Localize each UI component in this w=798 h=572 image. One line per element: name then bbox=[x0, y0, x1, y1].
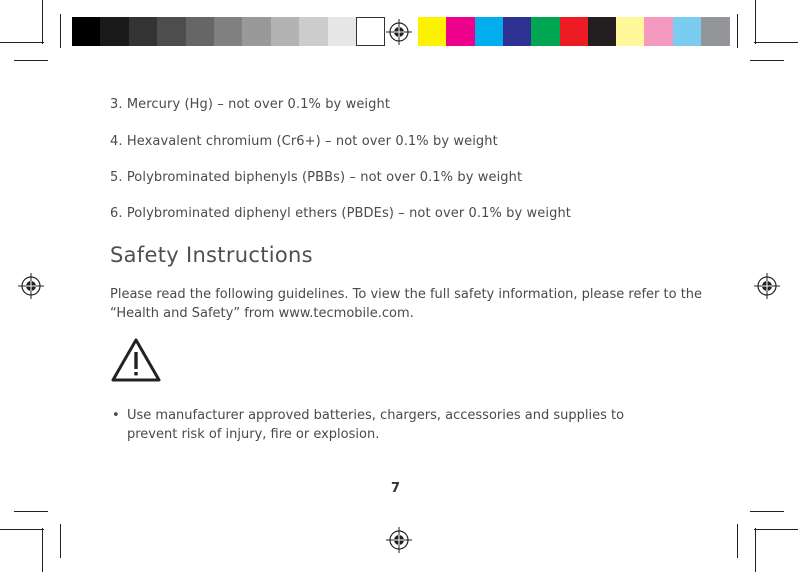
color-swatch bbox=[531, 17, 560, 46]
gray-swatch bbox=[72, 17, 101, 46]
gray-swatch bbox=[157, 17, 186, 46]
gray-swatch bbox=[186, 17, 215, 46]
bullet-text: Use manufacturer approved batteries, chargers, accessories and supplies to prevent risk of injury, fire or explosion. bbox=[127, 408, 625, 442]
section-heading: Safety Instructions bbox=[110, 243, 313, 267]
gray-swatch bbox=[129, 17, 158, 46]
restriction-item: 3. Mercury (Hg) – not over 0.1% by weight bbox=[110, 97, 391, 112]
color-swatch bbox=[475, 17, 504, 46]
gray-swatch bbox=[100, 17, 129, 46]
registration-mark-icon bbox=[386, 19, 412, 45]
warning-triangle-icon bbox=[110, 337, 162, 383]
bullet-dot: • bbox=[112, 408, 120, 423]
restriction-item: 6. Polybrominated diphenyl ethers (PBDEs) – not over 0.1% by weight bbox=[110, 206, 571, 221]
gray-swatch bbox=[328, 17, 357, 46]
registration-mark-icon bbox=[754, 273, 780, 299]
gray-swatch bbox=[299, 17, 328, 46]
color-swatch bbox=[503, 17, 532, 46]
gray-swatch bbox=[271, 17, 300, 46]
color-swatch bbox=[644, 17, 673, 46]
color-swatch bbox=[418, 17, 447, 46]
intro-paragraph: Please read the following guidelines. To view the full safety information, please refer to the “Health and Safety” from www.tecmobile.com. bbox=[110, 287, 703, 321]
page-number: 7 bbox=[391, 481, 401, 496]
registration-mark-icon bbox=[18, 273, 44, 299]
color-swatch bbox=[560, 17, 589, 46]
gray-swatch bbox=[214, 17, 243, 46]
color-swatch bbox=[701, 17, 730, 46]
restriction-item: 4. Hexavalent chromium (Cr6+) – not over 0.1% by weight bbox=[110, 134, 498, 149]
registration-mark-icon bbox=[386, 527, 412, 553]
color-swatch bbox=[673, 17, 702, 46]
restriction-item: 5. Polybrominated biphenyls (PBBs) – not over 0.1% by weight bbox=[110, 170, 523, 185]
color-swatch bbox=[616, 17, 645, 46]
gray-swatch bbox=[242, 17, 271, 46]
color-swatch bbox=[446, 17, 475, 46]
gray-swatch bbox=[356, 17, 385, 46]
color-swatch bbox=[588, 17, 617, 46]
